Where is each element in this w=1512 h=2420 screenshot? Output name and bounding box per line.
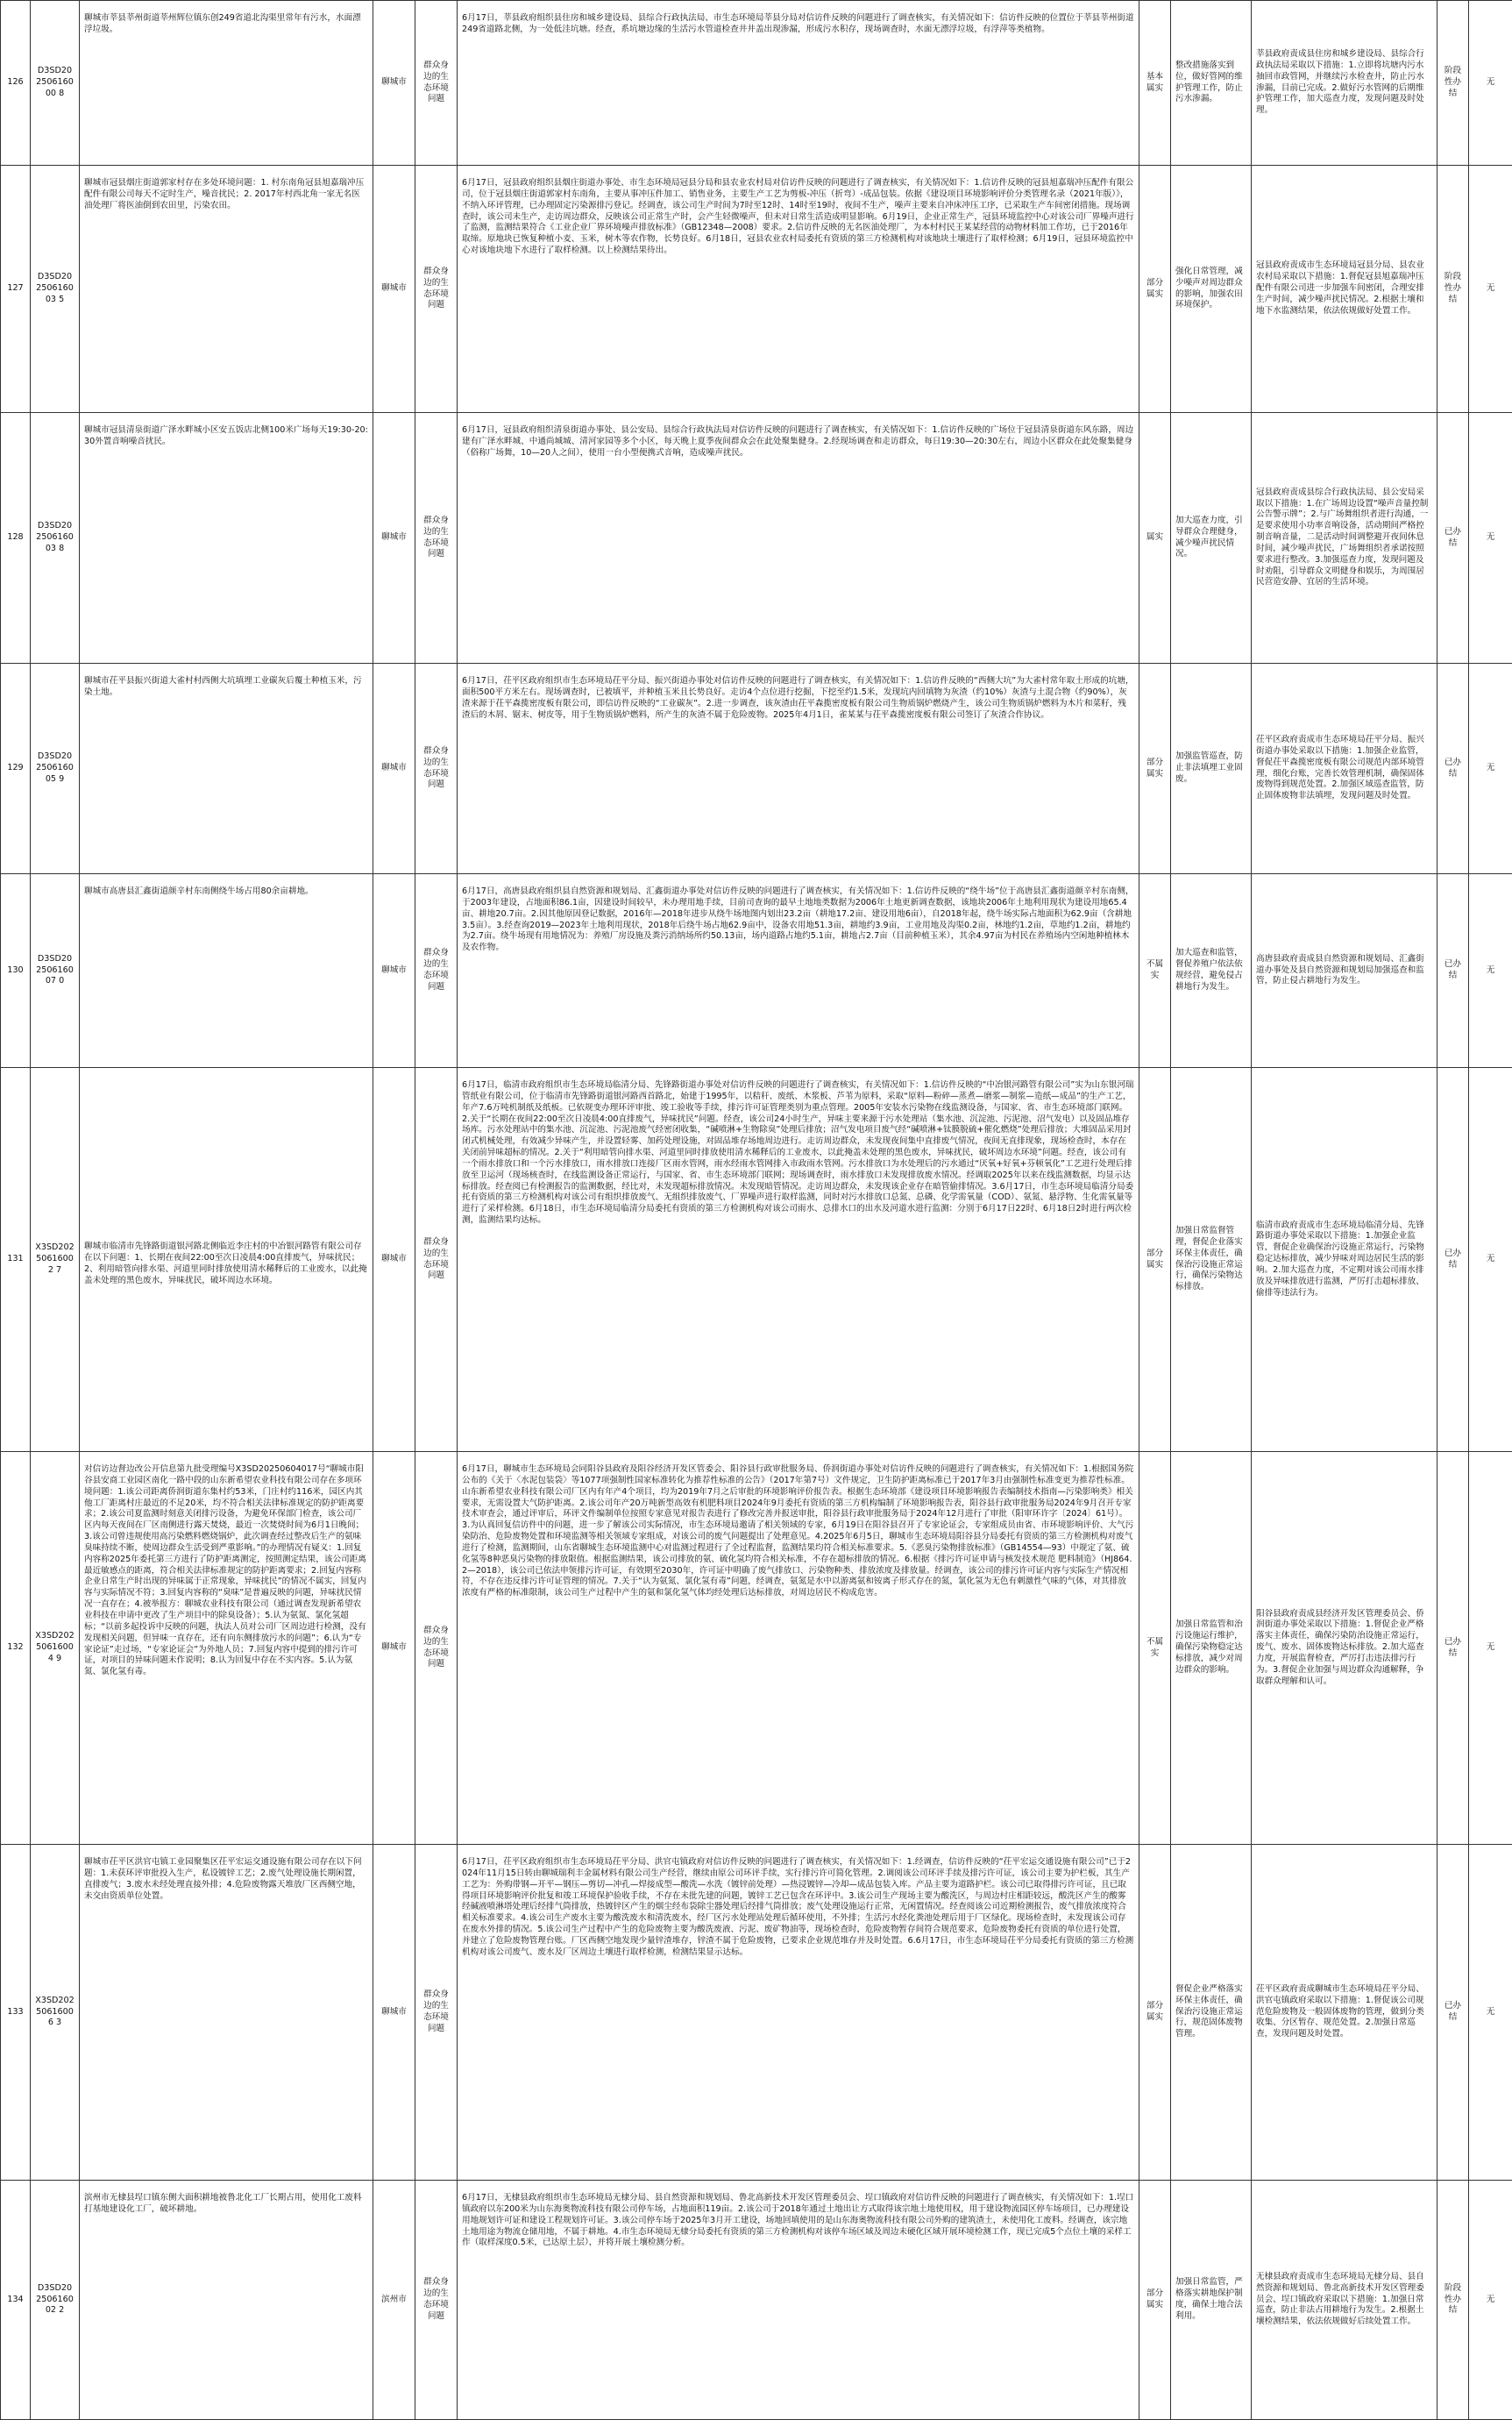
verdict: 不属实 xyxy=(1139,1452,1171,1845)
case-code: D3SD20250616002 2 xyxy=(31,2181,80,2420)
handling-status: 已办结 xyxy=(1437,413,1469,664)
issue-description: 聊城市冠县清泉街道广泽水畔城小区安五饭店北侧100米广场每天19:30-20:30外置音响噪音扰民。 xyxy=(80,413,373,664)
verdict: 部分属实 xyxy=(1139,2181,1171,2420)
handling-result: 茌平区政府责成市生态环境局茌平分局、振兴街道办事处采取以下措施：1.加强企业监管，督促茌平森揽密度板有限公司规范内部环境管理，细化台账，完善长效管理机制，确保固体废物得到规范处置。2.加强区域巡查监管，防止固体废物非法填埋，发现问题及时处置。 xyxy=(1252,664,1437,874)
table-row xyxy=(1,1452,1512,1845)
investigation-finding: 6月17日，莘县政府组织县住房和城乡建设局、县综合行政执法局、市生态环境局莘县分局对信访件反映的问题进行了调查核实，有关情况如下：信访件反映的位置位于莘县莘州街道249省道路北侧，为一处低洼坑塘。经查，系坑塘边缘的生活污水管道检查井井盖出现渗漏，形成污水积存，现场调查时，水面无漂浮垃圾，有浮萍等类植物。 xyxy=(458,1,1139,166)
accountability: 无 xyxy=(1469,2181,1512,2420)
verdict: 部分属实 xyxy=(1139,1845,1171,2181)
handling-status: 已办结 xyxy=(1437,664,1469,874)
investigation-finding: 6月17日，无棣县政府组织市生态环境局无棣分局、县自然资源和规划局、鲁北高新技术开发区管理委员会、埕口镇政府对信访件反映的问题进行了调查核实，有关情况如下：1.埕口镇政府以东200米为山东海奥物流科技有限公司停车场，占地面积119亩。2.该公司于2018年通过土地出让方式取得该宗地土地使用权，用于建设物流园区停车场项目，已办理建设用地规划许可证和建设工程规划许可证。3.该公司停车场于2025年3月开工建设，场地回填使用的是山东海奥物流科技有限公司外购的建筑渣土，未使用化工废料。经调查，该宗地土地用途为物流仓储用地，不属于耕地。4.市生态环境局无棣分局委托有资质的第三方检测机构对该停车场区域及周边未硬化区域开展环境检测工作，现已完成5个点位土壤的采样工作（取样深度0.5米，已达原土层），并将开展土壤检测分析。 xyxy=(458,2181,1139,2420)
verdict: 不属实 xyxy=(1139,874,1171,1068)
rectification-measures: 加强日常监管，严格落实耕地保护制度，确保土地合法利用。 xyxy=(1171,2181,1252,2420)
issue-description: 聊城市茌平区洪官屯镇工业园聚集区茌平宏运交通设施有限公司存在以下问题：1.未获环评审批投入生产，私设镀锌工艺；2.废气处理设施长期闲置，直排废气；3.废水未经处理直接外排；4.危险废物露天堆放厂区西侧空地，未交由资质单位处置。 xyxy=(80,1845,373,2181)
rectification-measures: 强化日常管理，减少噪声对周边群众的影响，加强农田环境保护。 xyxy=(1171,166,1252,413)
handling-result: 莘县政府责成县住房和城乡建设局、县综合行政执法局采取以下措施：1.立即将坑塘内污水抽回市政管网，并继续污水检查井，防止污水渗漏，目前已完成。2.做好污水管网的后期维护管理工作，加大巡查力度，发现问题及时处理。 xyxy=(1252,1,1437,166)
handling-status: 已办结 xyxy=(1437,1845,1469,2181)
handling-result: 茌平区政府责成聊城市生态环境局茌平分局、洪官屯镇政府采取以下措施：1.督促该公司规范危险废物及一般固体废物的管理，做到分类收集、分区暂存、规范处置。2.加强日常巡查，发现问题及时处置。 xyxy=(1252,1845,1437,2181)
issue-category: 群众身边的生态环境问题 xyxy=(415,664,458,874)
table-row xyxy=(1,413,1512,664)
case-code: D3SD20250616003 8 xyxy=(31,413,80,664)
investigation-finding: 6月17日，冠县政府组织县烟庄街道办事处、市生态环境局冠县分局和县农业农村局对信访件反映的问题进行了调查核实，有关情况如下：1.信访件反映的冠县旭嘉瑞冲压配件有限公司，位于冠县烟庄街道郭家村东南角，主要从事冲压件加工、销售业务，主要生产工艺为剪板-冲压（折弯）-成品包装。依据《建设项目环境影响评价分类管理名录（2021年版）》，不纳入环评管理，已办理固定污染源排污登记。经调查，该公司生产时间为7时至12时、14时至19时，夜间不生产，噪声主要来自冲床冲压工序，已采取生产车间密闭措施。现场调查时，该公司未生产，走访周边群众，反映该公司正常生产时，会产生轻微噪声，但未对日常生活造成明显影响。6月19日，企业正常生产，冠县环境监控中心对该公司厂界噪声进行了监测，监测结果符合《工业企业厂界环境噪声排放标准》（GB12348—2008）要求。2.信访件反映的无名医油处理厂，为本村村民王某某经营的动物材料加工作坊，已于2016年取缔。原地块已恢复种植小麦、玉米，树木等农作物，长势良好。6月18日，冠县农业农村局委托有资质的第三方检测机构对该地块土壤进行了取样检测；6月19日，冠县环境监控中心对该地块地下水进行了取样检测。以上检测结果待出。 xyxy=(458,166,1139,413)
city: 聊城市 xyxy=(373,166,415,413)
issue-category: 群众身边的生态环境问题 xyxy=(415,874,458,1068)
accountability: 无 xyxy=(1469,874,1512,1068)
city: 聊城市 xyxy=(373,874,415,1068)
table-row xyxy=(1,1068,1512,1452)
row-number: 133 xyxy=(1,1845,31,2181)
case-code: X3SD20250616002 7 xyxy=(31,1068,80,1452)
row-number: 127 xyxy=(1,166,31,413)
issue-category: 群众身边的生态环境问题 xyxy=(415,1452,458,1845)
verdict: 基本属实 xyxy=(1139,1,1171,166)
row-number: 134 xyxy=(1,2181,31,2420)
rectification-measures: 加大巡查和监管，督促养殖户依法依规经营，避免侵占耕地行为发生。 xyxy=(1171,874,1252,1068)
handling-status: 已办结 xyxy=(1437,1068,1469,1452)
issue-description: 聊城市临清市先锋路街道银河路北侧临近李庄村的中冶银河路管有限公司存在以下问题：1、长期在夜间22:00至次日凌晨4:00直排废气，异味扰民；2、利用暗管向排水渠、河道里同时排放使用清水稀释后的工业废水，以此掩盖未处理的黑色废水，异味扰民，破坏周边水环境。 xyxy=(80,1068,373,1452)
verdict: 部分属实 xyxy=(1139,1068,1171,1452)
accountability: 无 xyxy=(1469,1845,1512,2181)
issue-description: 聊城市高唐县汇鑫街道颜辛村东南侧绕牛场占用80余亩耕地。 xyxy=(80,874,373,1068)
row-number: 131 xyxy=(1,1068,31,1452)
investigation-finding: 6月17日，临清市政府组织市生态环境局临清分局、先锋路街道办事处对信访件反映的问题进行了调查核实，有关情况如下：1.信访件反映的“中冶银河路管有限公司”实为山东银河瑞管纸业有限公司，位于临清市先锋路街道银河路西首路北，始建于1995年，以秸秆、废纸、木浆板、芦苇为原料，采取“原料—粉碎—蒸煮—磨浆—制浆—造纸—成品”的生产工艺，年产7.6万吨机制纸及纸板。已依规变办理环评审批、竣工验收等手续，排污许可证管理类别为重点管理。2005年安装水污染物在线监测设备，与国家、省、市生态环境部门联网。2.关于“长期在夜间22:00至次日凌晨4:00直排废气，异味扰民”问题。经查，该公司24小时生产，异味主要来源于污水处理站（集水池、沉淀池、污泥池、沼气发电）以及固品堆存场库。污水处理站中的集水池、沉淀池、污泥池废气经密闭收集，“碱喷淋+生物除臭”处理后排放；沼气发电项目废气经“碱喷淋+钛膜脱硫+催化燃烧”处理后排放；大堆固品采用封闭式机械处理，有效减少异味产生，并设置轻雾、加药处理设施，对固品堆存场地周边进行。走访周边群众，未发现夜间集中直排废气情况，夜间无直排现象，现场检查时，本存在关闭前异味超标的情况。2.关于“利用暗管向排水渠、河道里同时排放使用清水稀释后的工业废水，以此掩盖未处理的黑色废水，异味扰民，破坏周边水环境”问题。经查，该公司有一个雨水排放口和一个污水排放口，雨水排放口连接厂区雨水管网，雨水经雨水管网排入市政雨水管网。污水排放口为水处理后的污水通过“厌氧+好氧+芬顿氧化”工艺进行处理后排放至卫运河（现场核查时，在线监测设备正常运行，与国家、省、市生态环境部门联网；现场调查时，雨水排放口未发现排放废水情况。经调取2025年以来在线监测数据，均显示达标排放。经查阅已有检测报告的监测数据，经比对，未发现超标排放情况。未发现暗管情况。走访周边群众，未发现该企业存在暗管偷排情况。3.6月17日，市生态环境局临清分局委托有资质的第三方检测机构对该公司有组织排放废气、无组织排放废气、厂界噪声进行取样监测，同时对污水排放口总氮、总磷、化学需氧量（COD）、氨氮、悬浮物、生化需氧量等进行了采样检测。6月18日，市生态环境局临清分局委托有资质的第三方检测机构对该公司雨水、总排水口的出水及河道水进行监测：分别于6月17日22时、6月18日2时进行两次检测，监测结果均达标。 xyxy=(458,1068,1139,1452)
row-number: 130 xyxy=(1,874,31,1068)
table-body xyxy=(1,1,1512,2420)
rectification-measures: 加强监管巡查，防止非法填埋工业固废。 xyxy=(1171,664,1252,874)
investigation-finding: 6月17日，高唐县政府组织县自然资源和规划局、汇鑫街道办事处对信访件反映的问题进行了调查核实，有关情况如下：1.信访件反映的“绕牛场”位于高唐县汇鑫街道颜辛村东南侧，于2003年建设，占地面积86.1亩，因建设时间较早，未办理用地手续，目前司查询的最早土地地类数据为2006年土地更新调查数据，该地块2006年土地利用现状为建设用地65.4亩、耕地20.7亩。2.因其他原因登记数据，2016年—2018年进步从绕牛场地图内划出23.2亩（耕地17.2亩、建设用地6亩），自2018年起，绕牛场实际占地面积为62.9亩（含耕地3.5亩）。3.经查询2019—2023年土地利用现状，2018年后绕牛场占地62.9亩中，设备农用地51.3亩，耕地约3.9亩，工业用地及沟渠0.2亩，林地约1.2亩，草地约1.2亩，耕地约为2.7亩。绕牛场现有用地情况为：养殖厂房设施及粪污消纳场所约50.13亩，场内道路占地约5.1亩，耕地占2.7亩（目前种植玉米），其余4.97亩为村民在养殖场内空闲地种植林木及农作物。 xyxy=(458,874,1139,1068)
city: 聊城市 xyxy=(373,1845,415,2181)
city: 聊城市 xyxy=(373,1068,415,1452)
case-code: D3SD20250616005 9 xyxy=(31,664,80,874)
issue-category: 群众身边的生态环境问题 xyxy=(415,413,458,664)
accountability: 无 xyxy=(1469,1,1512,166)
accountability: 无 xyxy=(1469,413,1512,664)
table-row xyxy=(1,166,1512,413)
handling-result: 高唐县政府责成县自然资源和规划局、汇鑫街道办事处及县自然资源和规划局加强巡查和监管，防止侵占耕地行为发生。 xyxy=(1252,874,1437,1068)
rectification-measures: 加大巡查力度，引导群众合理健身，减少噪声扰民情况。 xyxy=(1171,413,1252,664)
accountability: 无 xyxy=(1469,1452,1512,1845)
rectification-measures: 加强日常监督管理，督促企业落实环保主体责任，确保治污设施正常运行，确保污染物达标排放。 xyxy=(1171,1068,1252,1452)
rectification-measures: 整改措施落实到位，做好管网的维护管理工作，防止污水渗漏。 xyxy=(1171,1,1252,166)
row-number: 126 xyxy=(1,1,31,166)
case-code: D3SD20250616003 5 xyxy=(31,166,80,413)
issue-description: 聊城市冠县烟庄街道郭家村存在多处环境问题：1. 村东南角冠县旭嘉瑞冲压配件有限公司每天不定时生产，噪音扰民；2. 2017年村西北角一家无名医油处理厂将医油倒到农田里，污染农田。 xyxy=(80,166,373,413)
city: 聊城市 xyxy=(373,413,415,664)
handling-status: 已办结 xyxy=(1437,1452,1469,1845)
handling-status: 阶段性办结 xyxy=(1437,2181,1469,2420)
handling-status: 阶段性办结 xyxy=(1437,1,1469,166)
case-code: X3SD20250616004 9 xyxy=(31,1452,80,1845)
handling-status: 已办结 xyxy=(1437,874,1469,1068)
handling-result: 临清市政府责成市生态环境局临清分局、先锋路街道办事处采取以下措施：1.加强企业监管，督促企业确保治污设施正常运行，污染物稳定达标排放，减少异味对周边居民生活的影响。2.加大巡查力度，不定期对该公司雨水排放及异味排放进行监测，严厉打击超标排放、偷排等违法行为。 xyxy=(1252,1068,1437,1452)
issue-category: 群众身边的生态环境问题 xyxy=(415,1,458,166)
verdict: 属实 xyxy=(1139,413,1171,664)
issue-description: 滨州市无棣县埕口镇东侧大面积耕地被鲁北化工厂长期占用，使用化工废料打基地建设化工厂，破坏耕地。 xyxy=(80,2181,373,2420)
table-row xyxy=(1,664,1512,874)
table-row xyxy=(1,1845,1512,2181)
issue-description: 对信访边督边改公开信息第九批受理编号X3SD20250604017号“聊城市阳谷县安商工业园区南化一路中段的山东新希望农业科技有限公司存在多项环境问题：1.该公司距离侨润街道东集村约53米，门庄村约116米，园区内其他工厂距离村庄最近的不足20米，均不符合相关法律标准规定的防护距离要求；2.该公司夏监测时刻意关闭排污设备，为避免环保部门检查，该公司厂区内每天夜间在厂区南侧进行露天焚烧，最近一次焚烧时间为6月1日晚间；3.该公司曾违规使用高污染燃料燃烧锅炉，此次调查经过整改后生产的氨味臭味持续不断，使周边群众生活受到严重影响。”的办理情况有疑义：1.回复内容称2025年委托第三方进行了防护距离测定，按照测定结果，该公司距离最近敏感点的距离，符合相关法律标准规定的防护距离要求；2.回复内容称企业日常生产时出现的异味属于正常现象，异味扰民”的情况不属实，回复内容与实际情况不符；3.回复内容称的“臭味”是普遍反映的问题，异味扰民情况一直存在；4.被举报方：聊城农业科技有限公司（通过调查发现新希望农业科技在申请中更改了生产项目中的除臭设备）；5.认为氨氮、氯化氢超标；“以前多起投诉中反映的问题，执法人员对公司厂区周边进行检测，没有发现相关问题，但异味一直存在，还有向东侧排放污水的问题”；6.认为“专家论证”走过场，“专家论证会”为外地人员；7.回复内容中提到的排污许可证，对项目的异味问题未作说明；8.认为回复中存在不实内容。5.认为氨氮、氯化氢有毒。 xyxy=(80,1452,373,1845)
accountability: 无 xyxy=(1469,166,1512,413)
row-number: 129 xyxy=(1,664,31,874)
investigation-finding: 6月17日，茌平区政府组织市生态环境局茌平分局、振兴街道办事处对信访件反映的问题进行了调查核实，有关情况如下：1.信访件反映的“西侧大坑”为大雀村常年取土形成的坑塘，面积500平方米左右。现场调查时，已被填平，并种植玉米且长势良好。走访4个点位进行挖掘，下挖至约1.5米，发现坑内回填物为灰渣（约10%）灰渣与土混合物（约90%），灰渣来源于茌平森揽密度板有限公司，即信访件反映的“工业碳灰”。2.进一步调查，该灰渣由茌平森揽密度板有限公司生物质锅炉燃烧产生，该公司生物质锅炉燃料为木片和菜籽，残渣后的木屑、锯末、树皮等，用于生物质锅炉燃料，所产生的灰渣不属于危险废物。2025年4月1日，雀某某与茌平森揽密度板有限公司签订了灰渣合作协议。 xyxy=(458,664,1139,874)
city: 聊城市 xyxy=(373,1,415,166)
issue-description: 聊城市茌平县振兴街道大雀村村西侧大坑填埋工业碳灰后覆土种植玉米，污染土地。 xyxy=(80,664,373,874)
handling-status: 阶段性办结 xyxy=(1437,166,1469,413)
table-row xyxy=(1,874,1512,1068)
accountability: 无 xyxy=(1469,1068,1512,1452)
handling-result: 无棣县政府责成市生态环境局无棣分局、县自然资源和规划局、鲁北高新技术开发区管理委员会、埕口镇政府采取以下措施：1.加强日常巡查，防止非法占用耕地行为发生。2.根据土壤检测结果，依法依规做好后续处置工作。 xyxy=(1252,2181,1437,2420)
rectification-measures: 督促企业严格落实环保主体责任，确保治污设施正常运行，规范固体废物管理。 xyxy=(1171,1845,1252,2181)
issue-category: 群众身边的生态环境问题 xyxy=(415,1068,458,1452)
investigation-finding: 6月17日，茌平区政府组织市生态环境局茌平分局、洪官屯镇政府对信访件反映的问题进行了调查核实，有关情况如下：1.经调查，信访件反映的“茌平宏运交通设施有限公司”已于2024年11月15日转由聊城瑞利丰金属材料有限公司生产经营，继续由原公司环评手续，实行排污许可简化管理。2.调阅该公司环评手续及排污许可证，该公司主要为护栏板，其生产工艺为：外购带钢—开平—钢压—剪切—冲孔—焊接成型—酸洗—水洗（镀锌前处理）—热浸镀锌—冷却—成品包装入库。产品主要为道路护栏。该公司已取得排污许可证，且已取得项目环境影响评价批复和竣工环境保护验收手续，不存在未批先建的问题，镀锌工艺已包含在环评中。3.该公司生产现场主要为酸洗区，与周边村庄相距较远，酸洗区产生的酸雾经碱液喷淋塔处理后经排气筒排放，热镀锌区产生的烟尘经布袋除尘器处理后经排气筒排放；废气处理设施运行正常，无闲置情况。经查阅该公司近期检测报告，废气排放浓度符合相关标准要求。4.该公司生产废水主要为酸洗废水和清洗废水，经厂区污水处理站处理后循环使用，不外排；生活污水经化粪池处理后用于厂区绿化。现场检查时，未发现该公司存在废水外排的情况。5.该公司生产过程中产生的危险废物主要为酸洗废液、污泥、废矿物油等，现场检查时，危险废物暂存间符合规范要求，危险废物委托有资质的单位进行处置，并建立了危险废物管理台账。厂区西侧空地发现少量锌渣堆存，锌渣不属于危险废物，已要求企业规范堆存并及时处置。6.6月17日，市生态环境局茌平分局委托有资质的第三方检测机构对该公司废气、废水及厂区周边土壤进行取样检测，检测结果显示达标。 xyxy=(458,1845,1139,2181)
row-number: 128 xyxy=(1,413,31,664)
issue-category: 群众身边的生态环境问题 xyxy=(415,2181,458,2420)
case-code: X3SD20250616006 3 xyxy=(31,1845,80,2181)
city: 聊城市 xyxy=(373,664,415,874)
case-code: D3SD20250616007 0 xyxy=(31,874,80,1068)
issue-category: 群众身边的生态环境问题 xyxy=(415,166,458,413)
accountability: 无 xyxy=(1469,664,1512,874)
issue-description: 聊城市莘县莘州街道莘州辉位镇东创249省道北沟渠里常年有污水，水面漂浮垃圾。 xyxy=(80,1,373,166)
investigation-finding: 6月17日，冠县政府组织清泉街道办事处、县公安局、县综合行政执法局对信访件反映的问题进行了调查核实，有关情况如下：1.信访件反映的广场位于冠县清泉街道东风东路，周边建有广泽水畔城、中通尚城城、清河家园等多个小区，每天晚上夏季夜间群众会在此处聚集健身。2.经现场调查和走访群众，每日19:30—20:30左右，周边小区群众在此处聚集健身（俗称广场舞，10—20人之间），使用一台小型便携式音响，造成噪声扰民。 xyxy=(458,413,1139,664)
rectification-measures: 加强日常监管和治污设施运行维护，确保污染物稳定达标排放，减少对周边群众的影响。 xyxy=(1171,1452,1252,1845)
handling-result: 冠县政府责成县综合行政执法局、县公安局采取以下措施：1.在广场周边设置“噪声音量控制公告警示牌”；2.与广场舞组织者进行沟通，一是要求使用小功率音响设备，活动期间严格控制音响音量，二是活动时间调整避开夜间休息时间，减少噪声扰民，广场舞组织者承诺按照要求进行整改。3.加强巡查力度，发现问题及时劝阻，引导群众文明健身和娱乐，为周围居民营造安静、宜居的生活环境。 xyxy=(1252,413,1437,664)
table-row xyxy=(1,1,1512,166)
handling-result: 阳谷县政府责成县经济开发区管理委员会、侨润街道办事处采取以下措施：1.督促企业严格落实主体责任，确保污染防治设施正常运行，废气、废水、固体废物达标排放。2.加大巡查力度，开展监督检查，严厉打击违法排污行为。3.督促企业加强与周边群众沟通解释，争取群众理解和认可。 xyxy=(1252,1452,1437,1845)
verdict: 部分属实 xyxy=(1139,166,1171,413)
city: 聊城市 xyxy=(373,1452,415,1845)
row-number: 132 xyxy=(1,1452,31,1845)
table-row xyxy=(1,2181,1512,2420)
investigation-finding: 6月17日，聊城市生态环境局会同阳谷县政府及阳谷经济开发区管委会、阳谷县行政审批服务局、侨润街道办事处对信访件反映的问题进行了调查核实，有关情况如下：1.根据国务院公布的《关于〈水泥包装袋〉等1077项强制性国家标准转化为推荐性标准的公告》（2017年第7号）文件规定，卫生防护距离标准已于2017年3月由强制性标准变更为推荐性标准。山东新希望农业科技有限公司厂区内有年产4个项目，均为2019年7月之后审批的环境影响评价报告表。根据生态环境部《建设项目环境影响报告表编制技术指南—污染影响类》相关要求，无需设置大气防护距离。2.该公司年产20万吨新型高效有机肥料项目2024年9月委托有资质的第三方机构编制了环境影响报告表，阳谷县行政审批服务局2024年9月召开专家技术审查会，通过评审后，环评文件编制单位按照专家意见对报告表进行了修改完善并报送审批，阳谷县行政审批服务局于2024年12月进行了审批（阳审环许字〔2024〕61号）。3.为认真回复信访件中的问题，进一步了解该公司实际情况，市生态环境局邀请了相关领域的专家，6月19日在阳谷县召开了专家论证会，专家组成员由省、市环境影响评价、大气污染防治、危险废物处置和环境监测等相关领域专家组成，对该公司的废气问题提出了处理意见。4.2025年6月5日，聊城市生态环境局阳谷县分局委托有资质的第三方检测机构对废气进行了检测，监测期间，山东省聊城生态环境监测中心对监测过程进行了全过程监督，监测结果均符合相关标准要求。5.《恶臭污染物排放标准》（GB14554—93）中规定了氨、硫化氢等8种恶臭污染物的排放限值。根据监测结果，该公司排放的氨、硫化氢均符合相关标准，不存在超标排放的情况。6.根据《排污许可证申请与核发技术规范 肥料制造》（HJ864.2—2018），该公司已依法申领排污许可证，有效期至2030年，许可证中明确了废气排放口、污染物种类、排放浓度及排放量。经调查，该公司的排污许可证内容与实际生产情况相符，不存在违反排污许可证管理的情况。7.关于“认为氨氮、氯化氢有毒”问题，经调查，氨氮是水中以游离氨和铵离子形式存在的氮，氯化氢为无色有刺激性气味的气体，对其排放浓度有严格的标准限制，该公司生产过程中产生的氨和氯化氢气体均经处理后达标排放，对周边居民不构成危害。 xyxy=(458,1452,1139,1845)
case-code: D3SD20250616000 8 xyxy=(31,1,80,166)
handling-result: 冠县政府责成市生态环境局冠县分局、县农业农村局采取以下措施：1.督促冠县旭嘉瑞冲压配件有限公司进一步加强车间密闭，合理安排生产时间，减少噪声扰民情况。2.根据土壤和地下水监测结果，依法依规做好处置工作。 xyxy=(1252,166,1437,413)
city: 滨州市 xyxy=(373,2181,415,2420)
issue-category: 群众身边的生态环境问题 xyxy=(415,1845,458,2181)
verdict: 部分属实 xyxy=(1139,664,1171,874)
